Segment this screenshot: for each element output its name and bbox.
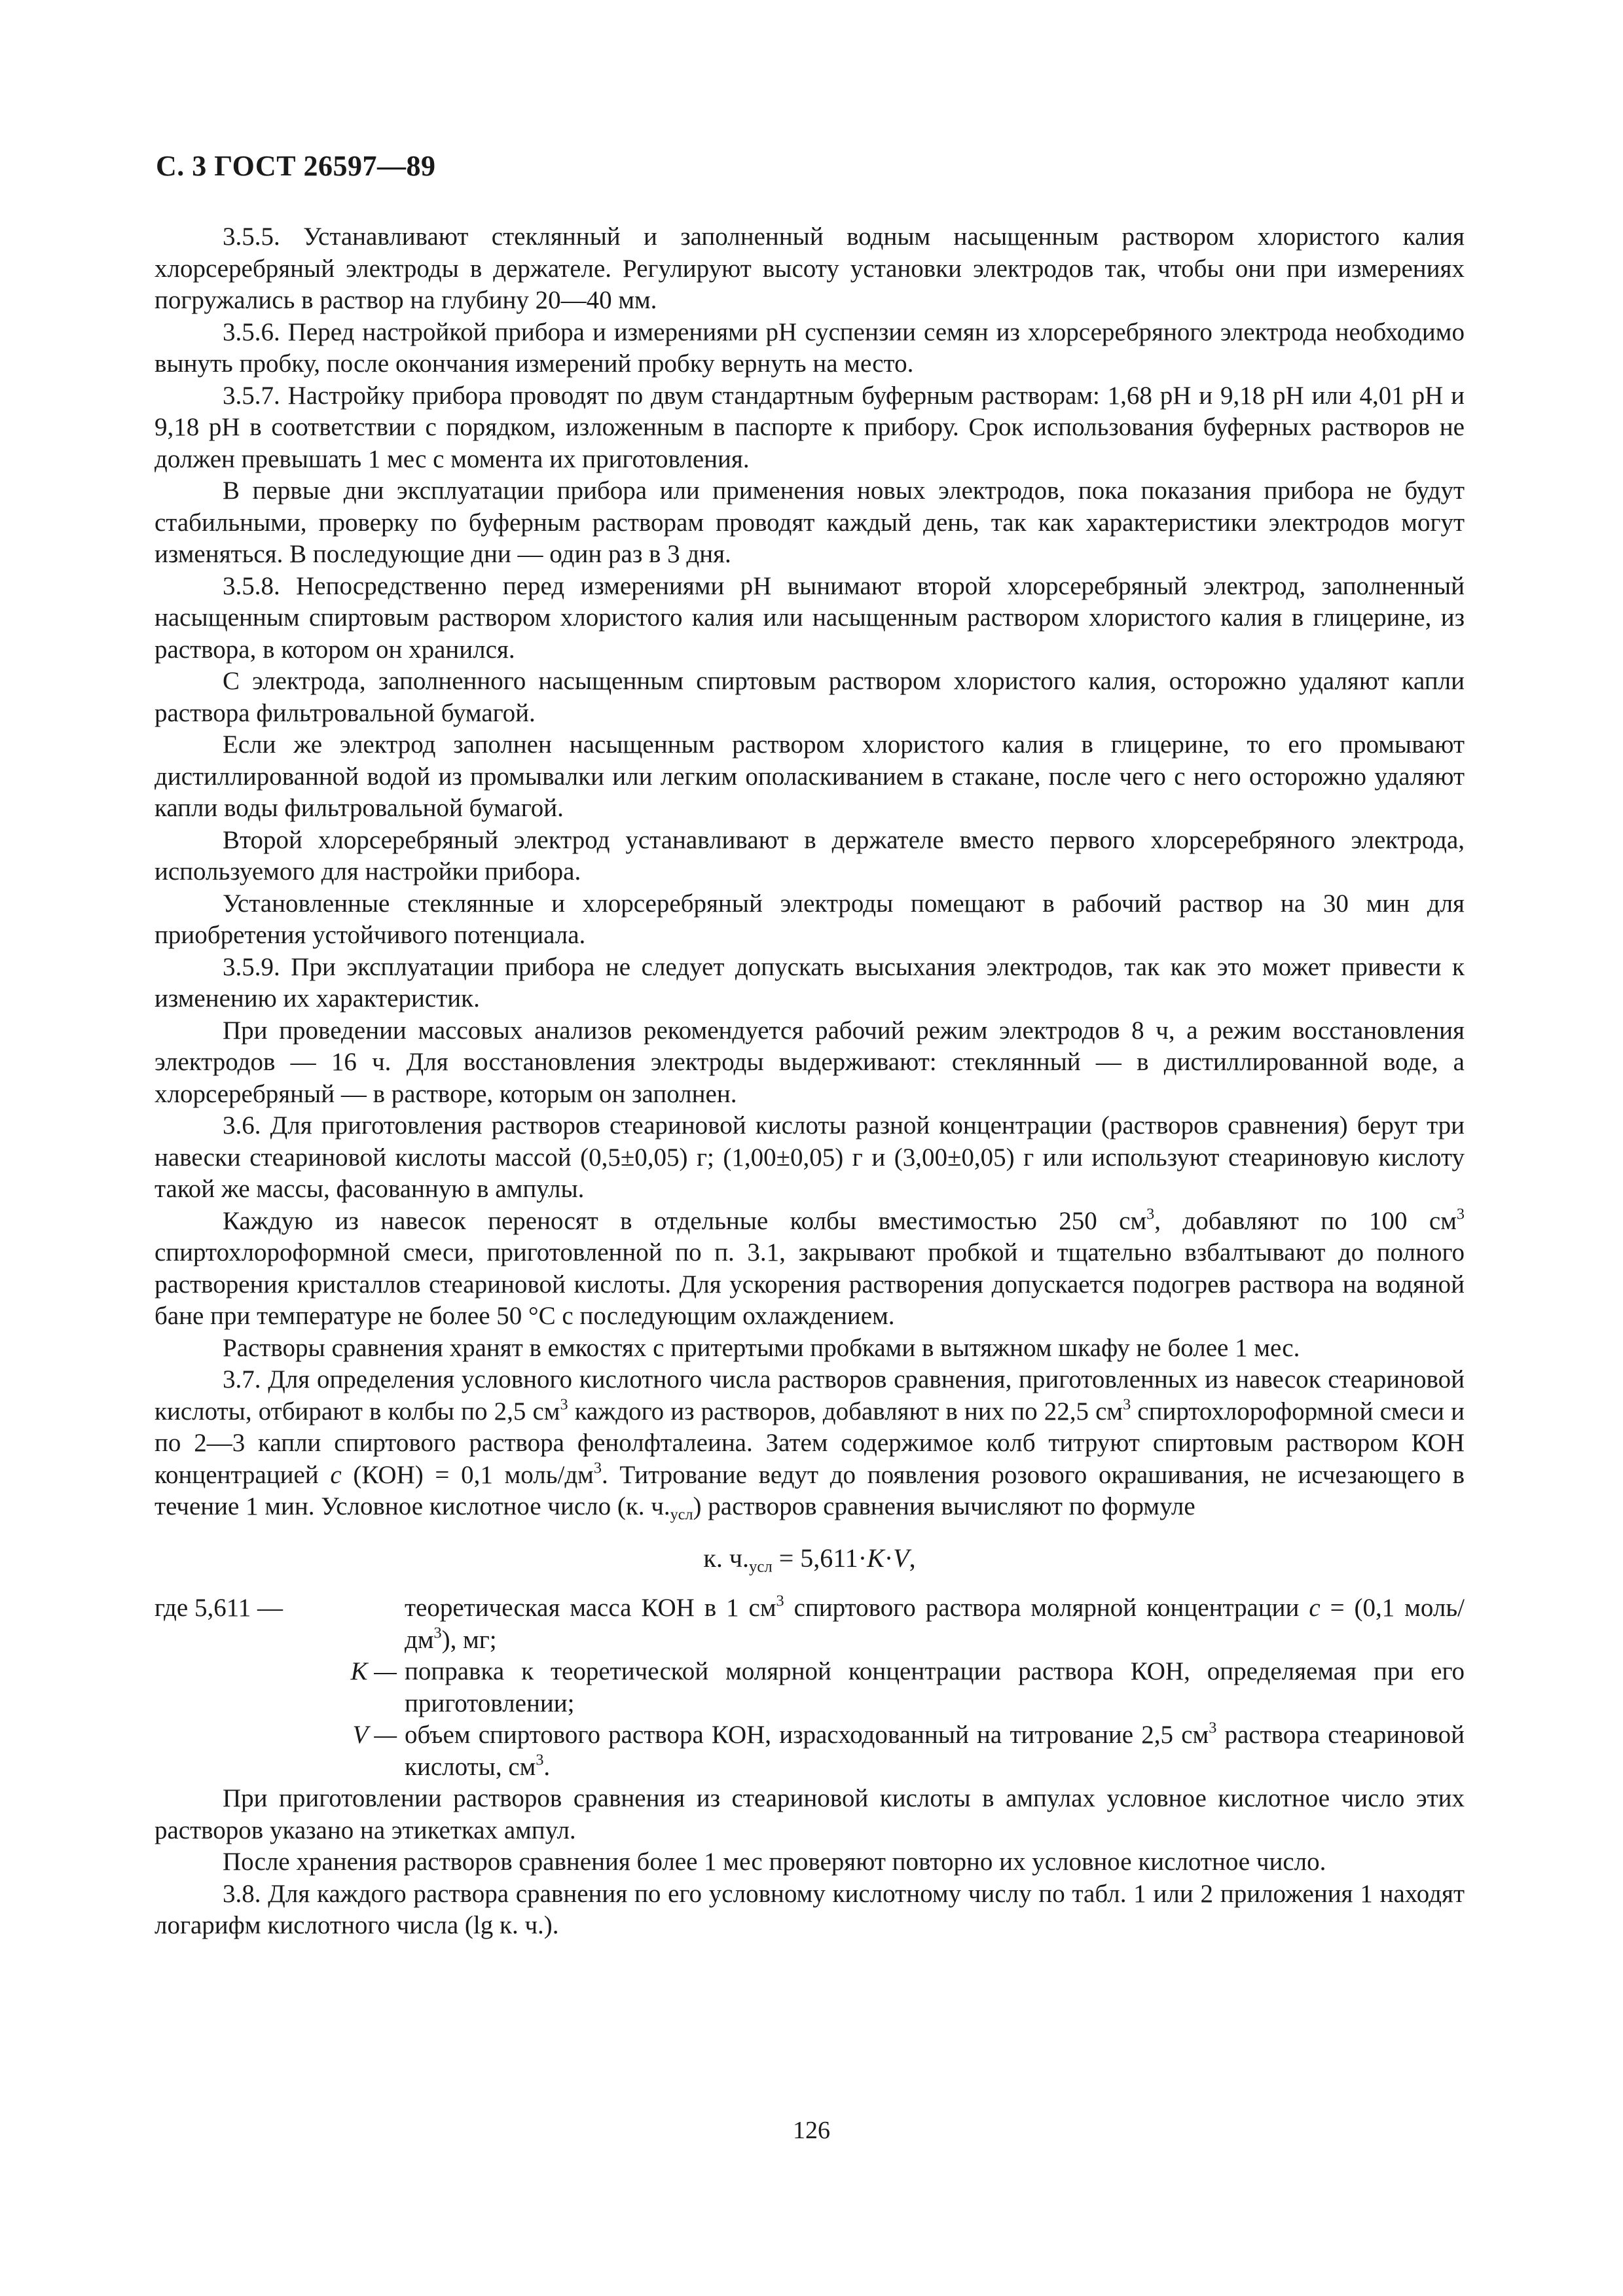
definition-item (155, 1656, 1465, 1719)
formula: к. $ч._{усл} = 5,611\cdot K\cdot V$, (703, 1543, 916, 1575)
paragraph: При проведении массовых анализов рекомендуется рабочий режим электродов 8 ч, а режим восстановления электродов — 16 ч. Для восстановления электроды выдерживают: стеклянный — в дистиллированной воде, а хлорсеребряный — в растворе, которым он заполнен. (155, 1016, 1465, 1108)
paragraph: Если же электрод заполнен насыщенным раствором хлористого калия в глицерине, то его промывают дистиллированной водой из промывалки или легким ополаскиванием в стакане, после чего с него осторожно удаляют капли воды фильтровальной бумагой. (155, 730, 1465, 822)
paragraph: С электрода, заполненного насыщенным спиртовым раствором хлористого калия, осторожно удаляют капли раствора фильтровальной бумагой. (155, 667, 1465, 727)
definition-text: поправка к теоретической молярной концентрации раствора КОН, определяемая при его приготовлении; (405, 1657, 1465, 1717)
paragraph: 3.5.7. Настройку прибора проводят по двум стандартным буферным растворам: 1,68 рН и 9,18 рН или 4,01 рН и 9,18 рН в соответствии с порядком, изложенным в паспорте к прибору. Срок использования буферных растворов не должен превышать 1 мес с момента их приготовления. (155, 381, 1465, 473)
paragraph: Растворы сравнения хранят в емкостях с притертыми пробками в вытяжном шкафу не более 1 мес. (223, 1333, 1300, 1362)
formula-definitions (155, 1592, 1465, 1783)
paragraph: При приготовлении растворов сравнения из стеариновой кислоты в ампулах условное кислотное число этих растворов указано на этикетках ампул. (155, 1784, 1465, 1844)
paragraph: 3.7. Для определения условного кислотного числа растворов сравнения, приготовленных из навесок стеариновой кислоты, отбирают в колбы по 2,5 $см^3$ каждого из растворов, добавляют в них по 22,5 $см^3$ спиртохлороформной смеси и по 2—3 капли спиртового раствора фенолфталеина. Затем содержимое колб титруют спиртовым раствором КОН концентрацией с (КОН) = 0,1 моль/$дм^3$. Титрование ведут до появления розового окрашивания, не исчезающего в течение 1 мин. Условное кислотное число (к. $ч._{усл}$) растворов сравнения вычисляют по формуле (155, 1365, 1465, 1524)
paragraph: Второй хлорсеребряный электрод устанавливают в держателе вместо первого хлорсеребряного электрода, используемого для настройки прибора. (155, 825, 1465, 886)
paragraph: 3.5.5. Устанавливают стеклянный и заполненный водным насыщенным раствором хлористого калия хлорсеребряный электроды в держателе. Регулируют высоту установки электродов так, чтобы они при измерениях погружались в раствор на глубину 20—40 мм. (155, 223, 1465, 314)
paragraph: 3.8. Для каждого раствора сравнения по его условному кислотному числу по табл. 1 или 2 приложения 1 находят логарифм кислотного числа (lg к. ч.). (155, 1879, 1465, 1939)
definition-key: K — (350, 1657, 397, 1685)
paragraph: 3.5.6. Перед настройкой прибора и измерениями рН суспензии семян из хлорсеребряного электрода необходимо вынуть пробку, после окончания измерений пробку вернуть на место. (155, 317, 1465, 378)
page-header: С. 3 ГОСТ 26597—89 (156, 150, 436, 182)
paragraph: 3.6. Для приготовления растворов стеариновой кислоты разной концентрации (растворов сравнения) берут три навески стеариновой кислоты массой (0,5±0,05) г; (1,00±0,05) г и (3,00±0,05) г или используют стеариновую кислоту такой же массы, фасованную в ампулы. (155, 1111, 1465, 1203)
paragraph: После хранения растворов сравнения более 1 мес проверяют повторно их условное кислотное число. (223, 1848, 1326, 1876)
definition-item (155, 1592, 1465, 1656)
definition-key: V — (352, 1721, 397, 1749)
paragraph: 3.5.9. При эксплуатации прибора не следует допускать высыхания электродов, так как это может привести к изменению их характеристик. (155, 952, 1465, 1013)
paragraph: Каждую из навесок переносят в отдельные колбы вместимостью 250 $см^3$, добавляют по 100 $см^3$ спиртохлороформной смеси, приготовленной по п. 3.1, закрывают пробкой и тщательно взбалтывают до полного растворения кристаллов стеариновой кислоты. Для ускорения растворения допускается подогрев раствора на водяной бане при температуре не более 50 °С с последующим охлаждением. (155, 1204, 1465, 1330)
document-body (155, 221, 1465, 1942)
page-number: 126 (793, 2117, 830, 2144)
definition-text: теоретическая масса КОН в 1 $см^3$ спиртового раствора молярной концентрации с = (0,1 моль/$дм^3$), мг; (405, 1592, 1465, 1654)
definition-key: где 5,611 — (155, 1594, 283, 1622)
paragraph: В первые дни эксплуатации прибора или применения новых электродов, пока показания прибора не будут стабильными, проверку по буферным растворам проводят каждый день, так как характеристики электродов могут изменяться. В последующие дни — один раз в 3 дня. (155, 476, 1465, 568)
definition-item (155, 1719, 1465, 1783)
paragraph: Установленные стеклянные и хлорсеребряный электроды помещают в рабочий раствор на 30 мин для приобретения устойчивого потенциала. (155, 889, 1465, 949)
paragraph: 3.5.8. Непосредственно перед измерениями рН вынимают второй хлорсеребряный электрод, заполненный насыщенным спиртовым раствором хлористого калия или насыщенным раствором хлористого калия в глицерине, из раствора, в котором он хранился. (155, 571, 1465, 664)
definition-text: объем спиртового раствора КОН, израсходованный на титрование 2,5 $см^3$ раствора стеариновой кислоты, $см^3$. (405, 1719, 1465, 1781)
